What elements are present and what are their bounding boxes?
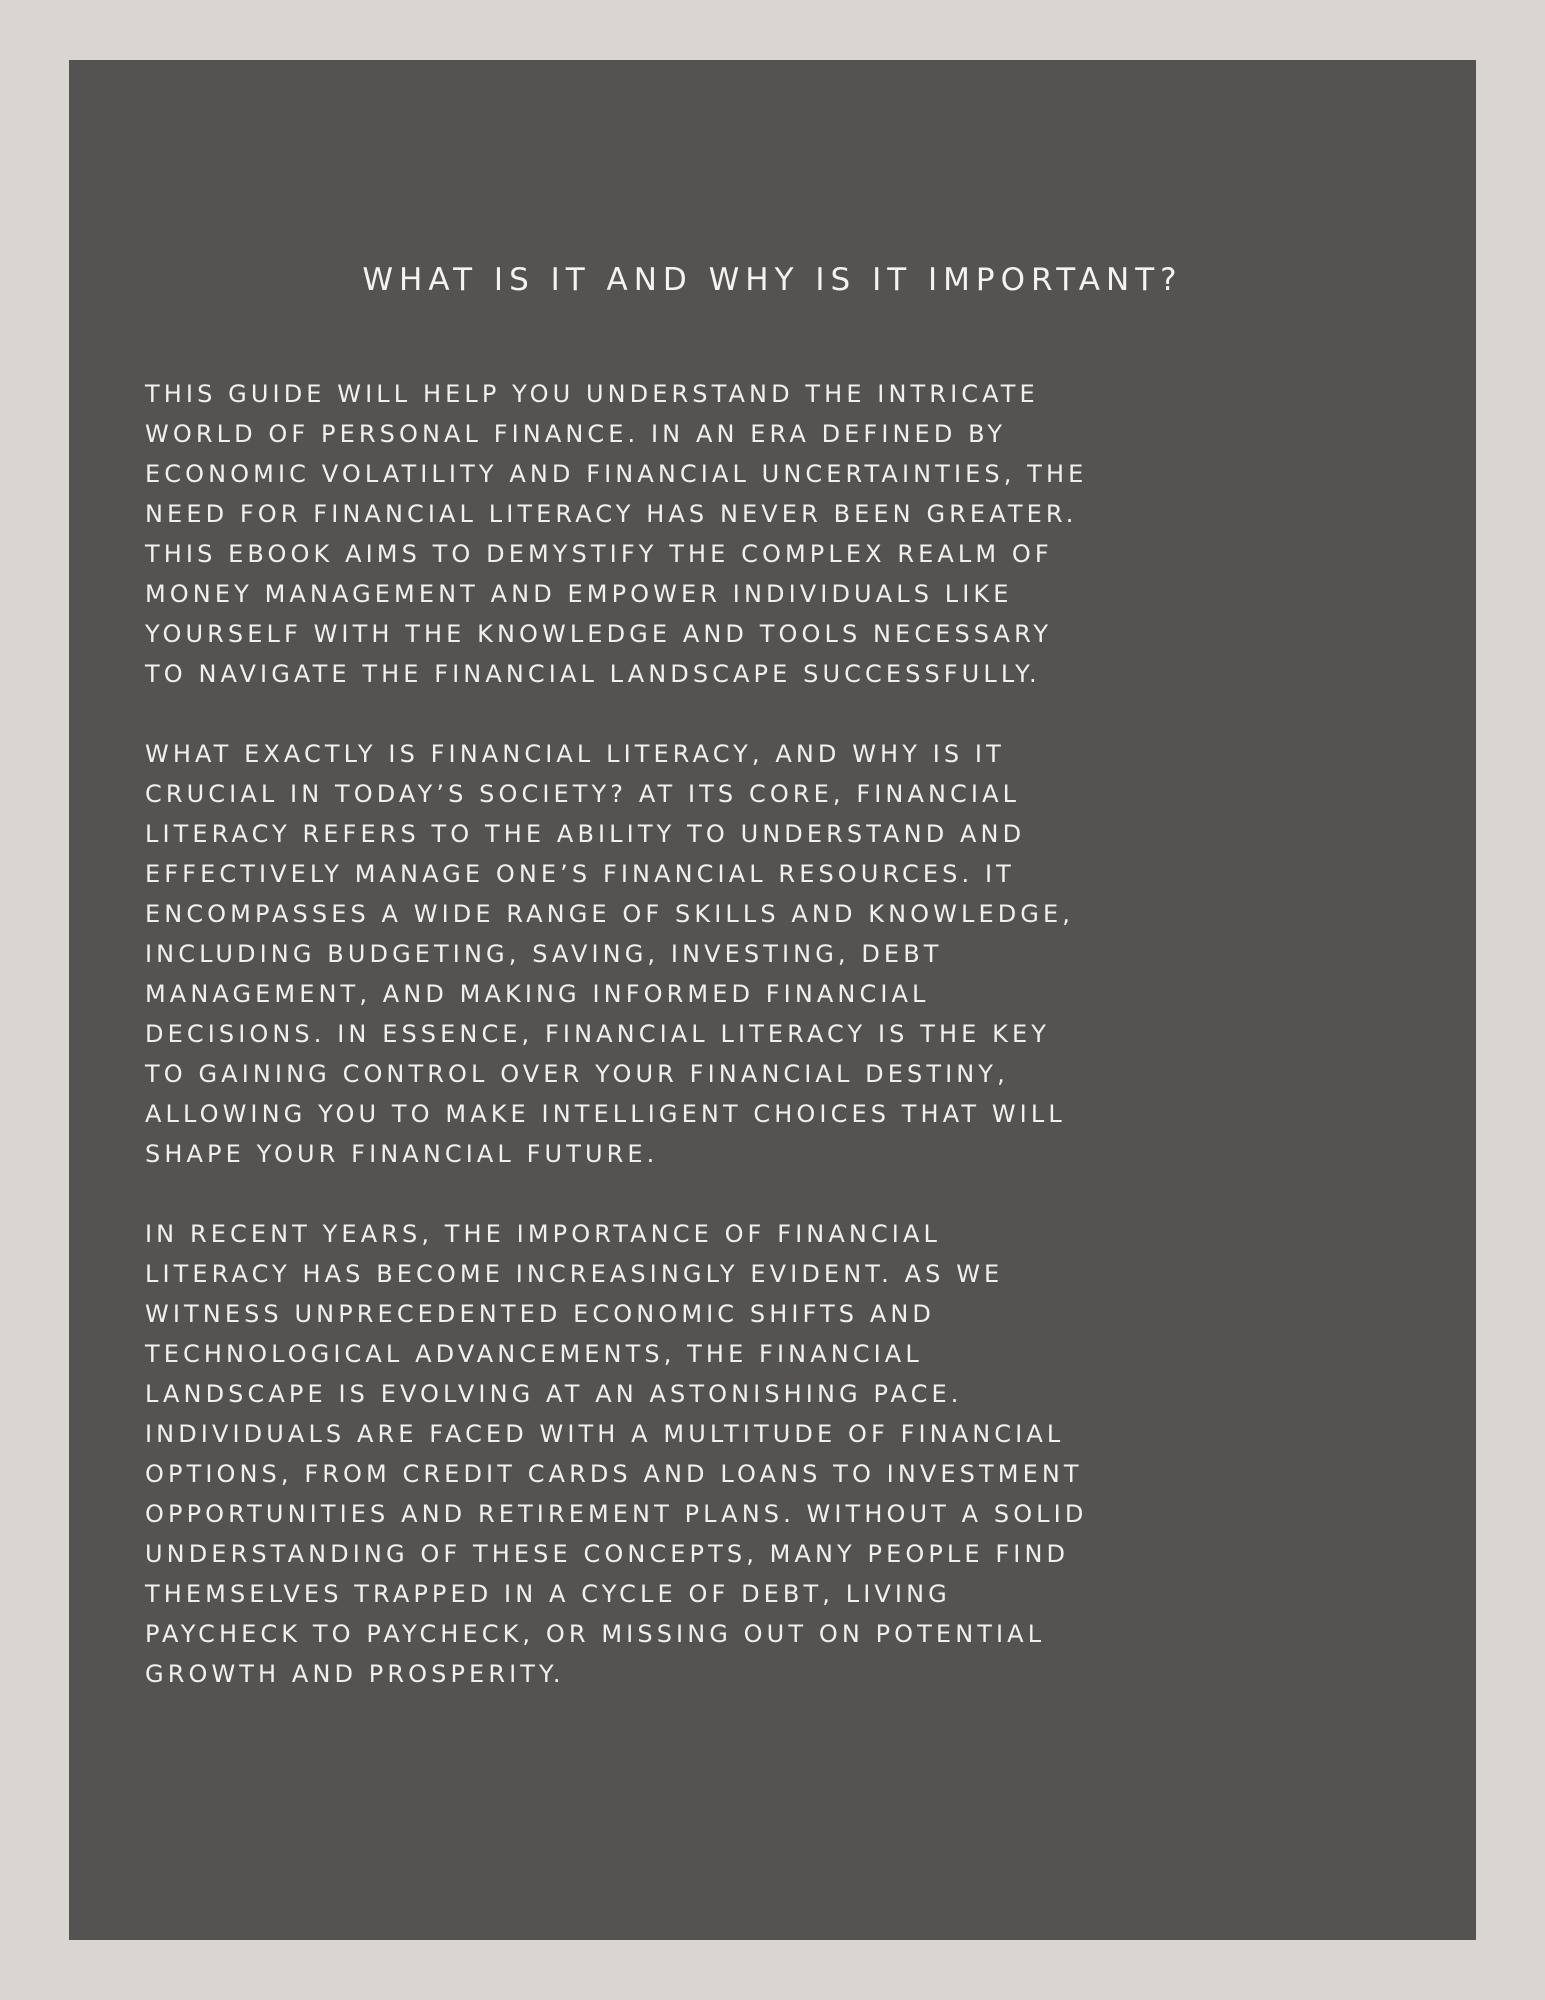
text-line: INCLUDING BUDGETING, SAVING, INVESTING, DEBT bbox=[145, 940, 943, 968]
text-line: LITERACY REFERS TO THE ABILITY TO UNDERSTAND AND bbox=[145, 820, 1026, 848]
content-panel bbox=[69, 60, 1476, 1940]
text-line: ALLOWING YOU TO MAKE INTELLIGENT CHOICES THAT WILL bbox=[145, 1100, 1066, 1128]
text-line: PAYCHECK TO PAYCHECK, OR MISSING OUT ON POTENTIAL bbox=[145, 1620, 1046, 1648]
text-line: TO NAVIGATE THE FINANCIAL LANDSCAPE SUCCESSFULLY. bbox=[145, 660, 1041, 688]
text-line: YOURSELF WITH THE KNOWLEDGE AND TOOLS NECESSARY bbox=[145, 620, 1053, 648]
text-line: WORLD OF PERSONAL FINANCE. IN AN ERA DEFINED BY bbox=[145, 420, 1007, 448]
text-line: OPTIONS, FROM CREDIT CARDS AND LOANS TO INVESTMENT bbox=[145, 1460, 1083, 1488]
text-line: THIS GUIDE WILL HELP YOU UNDERSTAND THE INTRICATE bbox=[145, 380, 1039, 408]
text-line: TECHNOLOGICAL ADVANCEMENTS, THE FINANCIAL bbox=[145, 1340, 923, 1368]
text-line: MONEY MANAGEMENT AND EMPOWER INDIVIDUALS LIKE bbox=[145, 580, 1013, 608]
text-line: MANAGEMENT, AND MAKING INFORMED FINANCIAL bbox=[145, 980, 930, 1008]
text-line: UNDERSTANDING OF THESE CONCEPTS, MANY PEOPLE FIND bbox=[145, 1540, 1070, 1568]
text-line: THEMSELVES TRAPPED IN A CYCLE OF DEBT, LIVING bbox=[145, 1580, 951, 1608]
text-line: WHAT EXACTLY IS FINANCIAL LITERACY, AND WHY IS IT bbox=[145, 740, 1005, 768]
text-line: DECISIONS. IN ESSENCE, FINANCIAL LITERACY IS THE KEY bbox=[145, 1020, 1050, 1048]
paragraph-2 bbox=[145, 734, 1405, 1174]
text-line: LANDSCAPE IS EVOLVING AT AN ASTONISHING PACE. bbox=[145, 1380, 963, 1408]
text-line: GROWTH AND PROSPERITY. bbox=[145, 1660, 565, 1688]
paragraph-1 bbox=[145, 374, 1405, 694]
text-line: ECONOMIC VOLATILITY AND FINANCIAL UNCERTAINTIES, THE bbox=[145, 460, 1088, 488]
text-line: NEED FOR FINANCIAL LITERACY HAS NEVER BEEN GREATER. bbox=[145, 500, 1078, 528]
text-line: WITNESS UNPRECEDENTED ECONOMIC SHIFTS AND bbox=[145, 1300, 936, 1328]
text-line: INDIVIDUALS ARE FACED WITH A MULTITUDE OF FINANCIAL bbox=[145, 1420, 1065, 1448]
text-line: THIS EBOOK AIMS TO DEMYSTIFY THE COMPLEX REALM OF bbox=[145, 540, 1053, 568]
text-line: IN RECENT YEARS, THE IMPORTANCE OF FINANCIAL bbox=[145, 1220, 941, 1248]
text-line: CRUCIAL IN TODAY’S SOCIETY? AT ITS CORE, FINANCIAL bbox=[145, 780, 1021, 808]
text-line: TO GAINING CONTROL OVER YOUR FINANCIAL DESTINY, bbox=[145, 1060, 1009, 1088]
paragraph-3 bbox=[145, 1214, 1405, 1694]
page-title: WHAT IS IT AND WHY IS IT IMPORTANT? bbox=[362, 262, 1183, 298]
body-text bbox=[145, 374, 1405, 1734]
text-line: OPPORTUNITIES AND RETIREMENT PLANS. WITHOUT A SOLID bbox=[145, 1500, 1088, 1528]
text-line: SHAPE YOUR FINANCIAL FUTURE. bbox=[145, 1140, 659, 1168]
text-line: LITERACY HAS BECOME INCREASINGLY EVIDENT. AS WE bbox=[145, 1260, 1004, 1288]
text-line: ENCOMPASSES A WIDE RANGE OF SKILLS AND KNOWLEDGE, bbox=[145, 900, 1074, 928]
text-line: EFFECTIVELY MANAGE ONE’S FINANCIAL RESOURCES. IT bbox=[145, 860, 1015, 888]
